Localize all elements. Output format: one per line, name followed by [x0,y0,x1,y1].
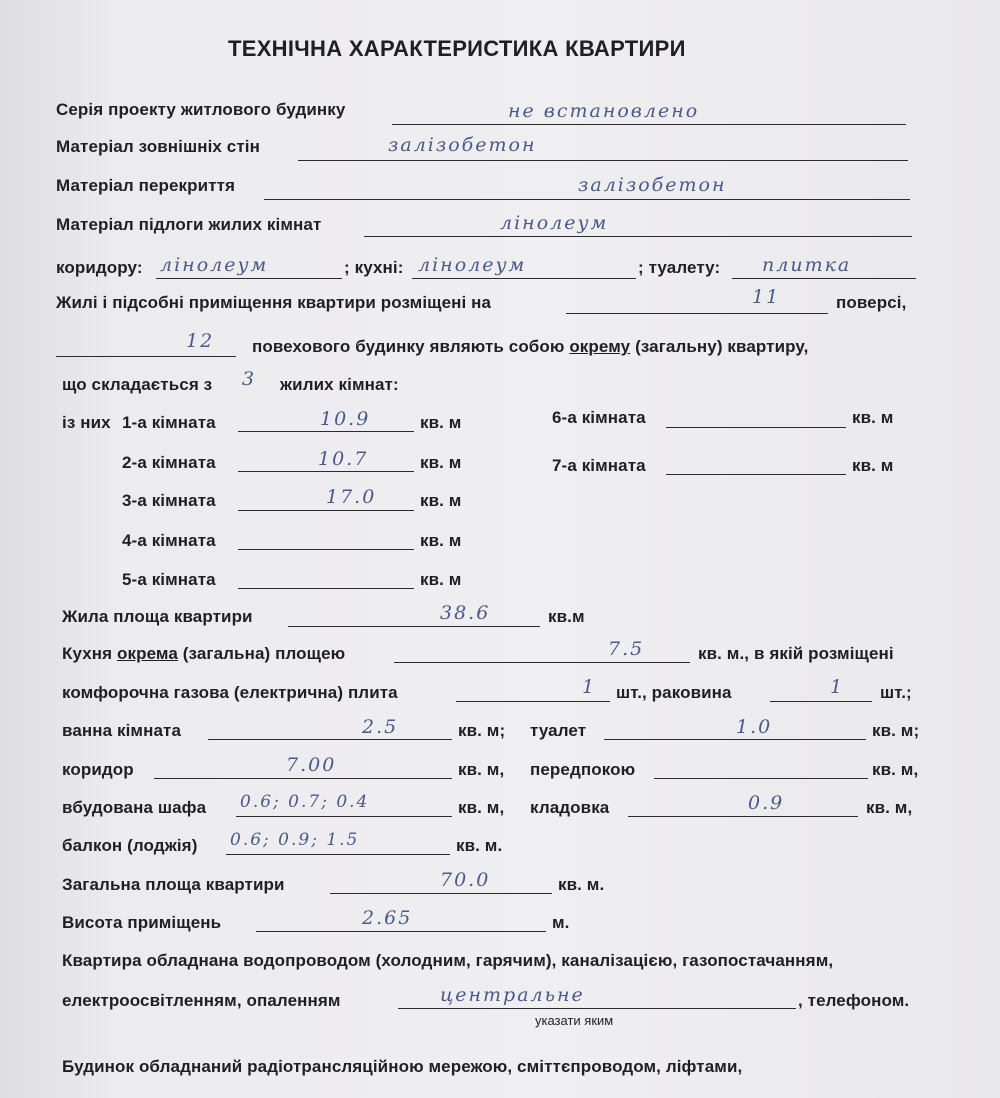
corridor-cover-label: коридору: [56,258,143,277]
wardrobe-value: 0.6; 0.7; 0.4 [240,792,370,812]
height-label: Висота приміщень [62,913,222,932]
corridor-value: 7.00 [286,754,337,776]
storage-label: кладовка [530,798,610,817]
kitchen-type-underlined: окрема [117,644,178,663]
bathroom-label: ванна кімната [62,721,182,740]
walls-label: Матеріал зовнішніх стін [56,137,260,156]
balcony-unit: кв. м. [456,836,503,855]
heating-line [398,1008,796,1009]
sink-value: 1 [830,676,845,698]
floors-value: лінолеум [500,212,609,234]
hallway-label: передпокою [530,760,636,779]
apartment-type-underlined: окрему [569,337,631,356]
living-area-label: Жила площа квартири [62,607,253,626]
storage-unit: кв. м, [866,798,913,817]
apartment-type-text: повехового будинку являють собою окрему (загальну) квартиру, [252,337,809,356]
floor-value: 11 [752,286,781,308]
room-6-line [666,427,846,428]
sink-unit: шт.; [880,683,912,702]
heating-hint: указати яким [535,1013,614,1028]
floors-label: Матеріал підлоги жилих кімнат [56,215,322,234]
room-1-line [238,431,414,432]
room-1-unit: кв. м [420,413,462,432]
corridor-unit: кв. м, [458,760,505,779]
overlap-line [264,199,910,200]
room-7-unit: кв. м [852,456,894,475]
balcony-value: 0.6; 0.9; 1.5 [230,830,360,850]
room-3-label: 3-а кімната [122,491,216,510]
corridor-line [154,778,452,779]
floors-line [364,236,912,237]
kitchen-unit: кв. м., в якій розміщені [698,644,894,663]
height-line [256,931,546,932]
living-area-line [288,626,540,627]
heating-value: центральне [440,984,585,1006]
toilet-label: туалет [530,721,587,740]
storeys-value: 12 [186,330,215,352]
wardrobe-line [236,816,452,817]
stove-value: 1 [582,676,597,698]
room-3-line [238,510,414,511]
toilet-line [604,739,866,740]
hallway-unit: кв. м, [872,760,919,779]
stove-label: комфорочна газова (електрична) плита [62,683,398,702]
room-2-line [238,471,414,472]
room-7-label: 7-а кімната [552,456,646,475]
total-area-value: 70.0 [440,869,491,891]
storage-value: 0.9 [748,792,785,814]
kitchen-line [394,662,690,663]
corridor-label: коридор [62,760,134,779]
toilet-cover-line [732,278,916,279]
equipment-line-2: електроосвітленням, опаленням [62,991,341,1010]
walls-value: залізобетон [388,134,537,156]
balcony-line [226,854,450,855]
series-label: Серія проекту житлового будинку [56,100,346,119]
living-area-unit: кв.м [548,607,585,626]
stove-unit: шт., раковина [616,683,732,702]
toilet-cover-label: ; туалету: [638,258,721,277]
stove-line [456,701,610,702]
kitchen-cover-line [412,278,636,279]
rooms-count-text-b: жилих кімнат: [280,375,399,394]
overlap-label: Матеріал перекриття [56,176,236,195]
living-area-value: 38.6 [440,602,491,624]
overlap-value: залізобетон [578,174,727,196]
height-value: 2.65 [362,907,413,929]
building-line-1: Будинок обладнаний радіотрансляційною мережою, сміттєпроводом, ліфтами, [62,1057,743,1076]
series-line [392,124,906,125]
room-4-line [238,549,414,550]
wardrobe-label: вбудована шафа [62,798,207,817]
wardrobe-unit: кв. м, [458,798,505,817]
bathroom-value: 2.5 [362,716,399,738]
walls-line [298,160,908,161]
room-1-label: 1-а кімната [122,413,216,432]
room-3-value: 17.0 [326,486,377,508]
kitchen-cover-label: ; кухні: [344,258,404,277]
series-value: не встановлено [508,100,700,122]
room-5-label: 5-а кімната [122,570,216,589]
rooms-count-value: 3 [242,368,257,390]
rooms-prefix: із них [62,413,111,432]
room-4-label: 4-а кімната [122,531,216,550]
placement-text: Жилі і підсобні приміщення квартири розміщені на [56,293,492,312]
total-area-unit: кв. м. [558,875,605,894]
rooms-count-text-a: що складається з [62,375,213,394]
room-7-line [666,474,846,475]
hallway-line [654,778,868,779]
equipment-line-1: Квартира обладнана водопроводом (холодним, гарячим), каналізацією, газопостачанням, [62,951,834,970]
corridor-cover-line [156,278,342,279]
room-6-unit: кв. м [852,408,894,427]
room-4-unit: кв. м [420,531,462,550]
balcony-label: балкон (лоджія) [62,836,198,855]
toilet-unit: кв. м; [872,721,920,740]
room-3-unit: кв. м [420,491,462,510]
room-5-line [238,588,414,589]
bathroom-unit: кв. м; [458,721,506,740]
corridor-cover-value: лінолеум [160,254,269,276]
room-1-value: 10.9 [320,408,371,430]
total-area-line [330,893,552,894]
room-2-label: 2-а кімната [122,453,216,472]
storeys-line [56,356,236,357]
equipment-line-2-end: , телефоном. [798,991,910,1010]
room-5-unit: кв. м [420,570,462,589]
height-unit: м. [552,913,570,932]
total-area-label: Загальна площа квартири [62,875,285,894]
floor-unit: поверсі, [836,293,907,312]
document-title: ТЕХНІЧНА ХАРАКТЕРИСТИКА КВАРТИРИ [228,36,686,61]
kitchen-value: 7.5 [608,638,645,660]
sink-line [770,701,872,702]
room-2-value: 10.7 [318,448,369,470]
floor-line [566,313,828,314]
toilet-cover-value: плитка [762,254,852,276]
kitchen-cover-value: лінолеум [418,254,527,276]
bathroom-line [208,739,452,740]
room-6-label: 6-а кімната [552,408,646,427]
room-2-unit: кв. м [420,453,462,472]
storage-line [628,816,858,817]
kitchen-label: Кухня окрема (загальна) площею [62,644,346,663]
toilet-value: 1.0 [736,716,773,738]
